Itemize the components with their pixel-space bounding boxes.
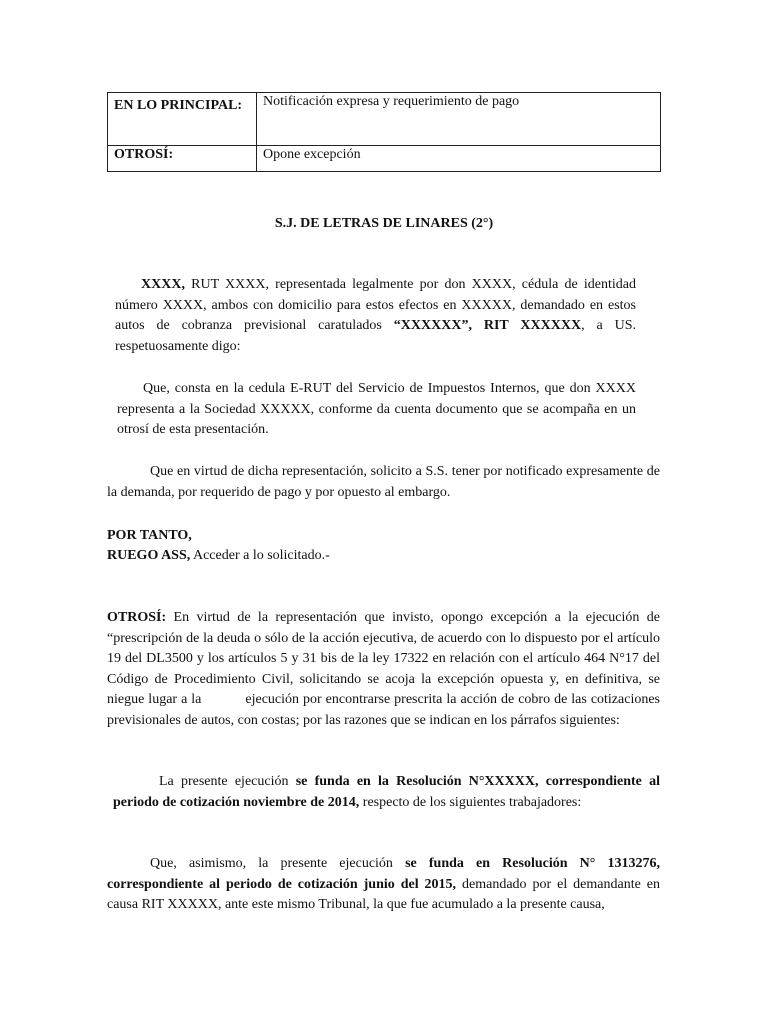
funda2-resolution: se funda en Resolución N° 1313276, correspondiente al periodo de cotización junio del 2015, [107, 856, 661, 892]
summary-row-otrosi [108, 146, 661, 172]
ruego-label: RUEGO ASS, [107, 548, 191, 563]
ruego-paragraph [107, 546, 660, 567]
summary-value-principal: Notificación expresa y requerimiento de pago [257, 93, 661, 146]
otrosi-text-a: En virtud de la representación que invisto, opongo excepción a la ejecución de “prescripción de la deuda o sólo de la acción ejecutiva, de acuerdo con lo dispuesto por el artículo 19 del DL3500 y los artículos 5 y 31 bis de la ley 17322 en relación con el artículo 464 N°17 del Código de Procedimiento Civil, solicitando se acoja la excepción opuesta y, en definitiva, se niegue lugar a la [107, 610, 660, 707]
summary-table [107, 92, 661, 172]
cedula-paragraph: Que, consta en la cedula E-RUT del Servicio de Impuestos Internos, que don XXXX representa a la Sociedad XXXXX, conforme da cuenta documento que se acompaña en un otrosí de esta presentación. [117, 381, 636, 437]
case-caption: “XXXXXX”, RIT XXXXXX [393, 318, 582, 333]
funda2-text-b: demandado por el demandante en causa RIT XXXXX, ante este mismo Tribunal, la que fue acumulado a la presente causa, [107, 876, 660, 912]
ruego-text: Acceder a lo solicitado.- [190, 548, 330, 563]
summary-label-principal: EN LO PRINCIPAL: [108, 93, 257, 146]
otrosi-paragraph [107, 608, 660, 731]
intro-text-b: , a US. respetuosamente digo: [115, 318, 636, 354]
otrosi-label: OTROSÍ: [107, 610, 167, 625]
otrosi-text-b: ejecución por encontrarse prescrita la acción de cobro de las cotizaciones previsionales de autos, con costas; por las razones que se indican en los párrafos siguientes: [107, 692, 661, 728]
representation-paragraph: Que en virtud de dicha representación, solicito a S.S. tener por notificado expresamente de la demanda, por requerido de pago y por opuesto al embargo. [107, 464, 660, 500]
funda-paragraph-1 [113, 772, 660, 813]
funda1-resolution: se funda en la Resolución N°XXXXX, correspondiente al periodo de cotización noviembre de 2014, [113, 774, 660, 810]
summary-row-principal [108, 93, 661, 146]
funda1-text-a: La presente ejecución [159, 774, 296, 789]
court-heading: S.J. DE LETRAS DE LINARES (2°) [274, 216, 494, 231]
funda1-text-b: respecto de los siguientes trabajadores: [359, 794, 582, 810]
summary-value-otrosi: Opone excepción [257, 146, 661, 172]
intro-text-a: RUT XXXX, representada legalmente por don XXXX, cédula de identidad número XXXX, ambos con domicilio para estos efectos en XXXXX, demandado en estos autos de cobranza previsional caratulados [115, 277, 636, 333]
summary-label-otrosi: OTROSÍ: [108, 146, 257, 172]
intro-paragraph [115, 275, 636, 357]
por-tanto-heading: POR TANTO, [107, 528, 192, 543]
funda-paragraph-2 [107, 854, 660, 916]
funda2-text-a: Que, asimismo, la presente ejecución [150, 856, 406, 871]
party-name: XXXX, [141, 277, 185, 292]
